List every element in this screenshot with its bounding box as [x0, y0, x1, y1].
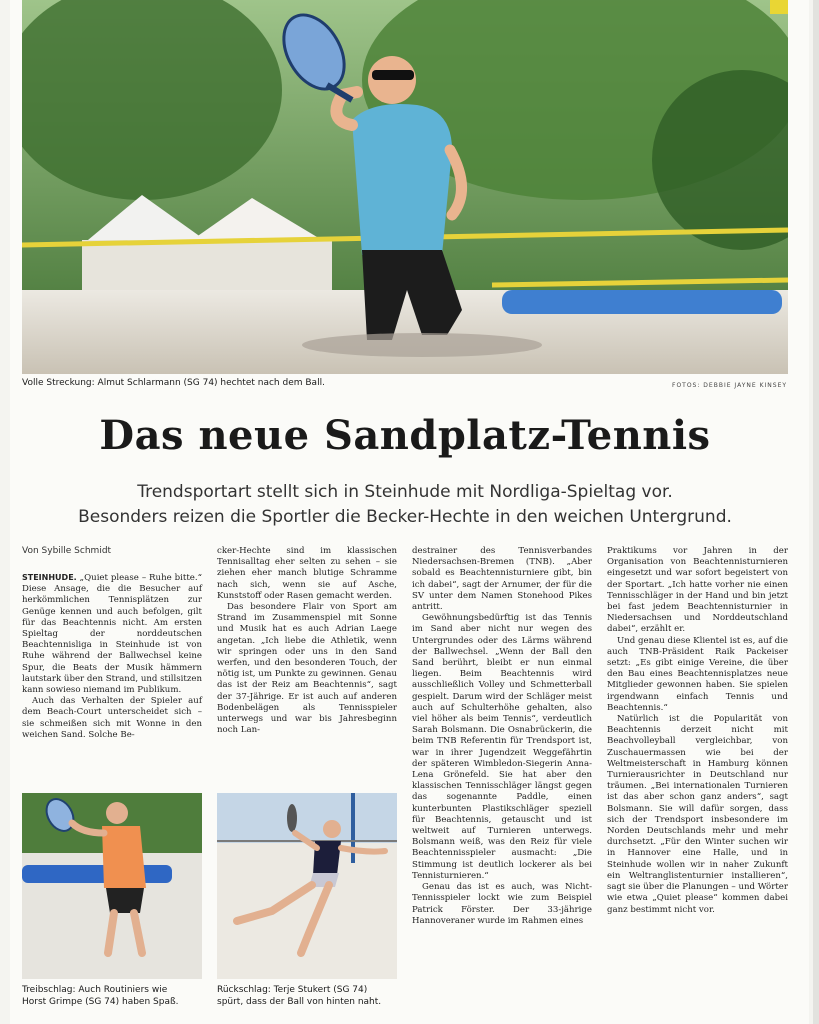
article-column-1: [22, 572, 202, 741]
dateline: STEINHUDE.: [22, 573, 77, 582]
main-photo: [22, 0, 788, 374]
article-paragraph: Das besondere Flair von Sport am Strand im Zusammenspiel mit Sonne und Musik hat es auch Adrian Laege angetan. „Ich liebe die Athletik, wenn wir springen oder uns in den Sand werfen, und den besonderen Touch, der nötig ist, um Punkte zu gewinnen. Genau das ist der Reiz am Beachtennis“, sagt der 37-Jährige. Er ist auch auf anderen Bodenbelägen als Tennisspieler unterwegs und war bis Jahresbeginn noch Lan-: [217, 602, 397, 736]
subheadline-line-1: Trendsportart stellt sich in Steinhude mit Nordliga-Spieltag vor.: [137, 482, 673, 502]
article-column-3: [412, 546, 592, 927]
article-paragraph: Genau das ist es auch, was Nicht-Tennisspieler lockt wie zum Beispiel Patrick Förster. Der 33-jährige Hannoveraner wurde im Rahmen eines: [412, 882, 592, 926]
article-column-4: [607, 546, 788, 916]
article-paragraph: Gewöhnungsbedürftig ist das Tennis im Sand aber nicht nur wegen des Untergrundes oder des Lärms während der Ballwechsel. „Wenn der Ball den Sand berührt, bleibt er nun einmal liegen. Beim Beachtennis wird ausschließlich Volley und Schmetterball gespielt. Darum wird der Schläger meist auch auf Schulterhöhe gehalten, also viel höher als beim Tennis“, verdeutlich Sarah Bolsmann. Die Osnabrückerin, die beim TNB Referentin für Trendsport ist, war in ihrer Jugendzeit Weggefährtin der späteren Wimbledon-Siegerin Anna-Lena Grönefeld. Sie hat aber den klassischen Tennisschläger längst gegen das sogenannte Paddle, einen kunterbunten Plastikschläger speziell für Beachtennis, getauscht und ist weltweit auf Turnieren unterwegs. Bolsmann weiß, was den Reiz für viele Beachtennisspieler ausmacht: „Die Stimmung ist deutlich lockerer als bei Tennisturnieren.“: [412, 613, 592, 881]
article-paragraph: Natürlich ist die Popularität von Beachtennis derzeit nicht mit Beachvolleyball vergleichbar, von Zuschauermassen wie bei der Weltmeisterschaft in Hamburg können Turnierausrichter in Deutschland nur träumen. „Bei internationalen Turnieren ist das aber schon ganz anders“, sagt Bolsmann. Sie will dafür sorgen, dass sich der Trendsport insbesondere im Norden Deutschlands mehr und mehr durchsetzt. „Für den Winter suchen wir in Hannover eine Halle, und in Steinhude wollen wir in naher Zukunft ein Weltranglistenturnier installieren“, sagt sie über die Planungen – und Wörter wie etwa „Quiet please“ kommen dabei ganz bestimmt nicht vor.: [607, 714, 788, 915]
photo-credit: FOTOS: DEBBIE JAYNE KINSEY: [672, 382, 788, 389]
main-photo-caption: Volle Streckung: Almut Schlarmann (SG 74) hechtet nach dem Ball.: [22, 378, 325, 388]
player-backhand-illustration: [217, 793, 397, 979]
byline: Von Sybille Schmidt: [22, 546, 112, 556]
article-paragraph: Praktikums vor Jahren in der Organisation von Beachtennisturnieren eingesetzt und war sofort begeistert von der Sportart. „Ich hatte vorher nie einen Tennisschläger in der Hand und bin jetzt bei fast jedem Beachtennisturnier in Niedersachsen und Norddeutschland dabei“, erzählt er.: [607, 546, 788, 635]
article-paragraph: Auch das Verhalten der Spieler auf dem Beach-Court unterscheidet sich – sie schmeißen sich mit Wonne in den weichen Sand. Solche Be-: [22, 696, 202, 740]
player-forehand-illustration: [22, 793, 202, 979]
photo-treibschlag: [22, 793, 202, 979]
beach-tennis-dive-illustration: [22, 0, 788, 374]
article-paragraph: STEINHUDE. „Quiet please – Ruhe bitte.“ Diese Ansage, die die Besucher auf herkömmlichen Tennisplätzen zur Genüge kennen und auch befolgen, gilt für das Beachtennis nicht. Am ersten Spieltag der norddeutschen Beachtennisliga in Steinhude ist von Ruhe während der Ballwechsel keine Spur, die Beats der Musik hämmern lautstark über den Strand, und stillsitzen kann sowieso niemand im Publikum.: [22, 573, 202, 696]
article-paragraph: Und genau diese Klientel ist es, auf die auch TNB-Präsident Raik Packeiser setzt: „Es gibt einige Vereine, die über den Bau eines Beachtennisplatzes neue Mitglieder gewonnen haben. Sie spielen irgendwann einfach Tennis und Beachtennis.“: [607, 635, 788, 713]
headline: Das neue Sandplatz-Tennis: [99, 412, 711, 459]
photo-rueckschlag: [217, 793, 397, 979]
article-paragraph: cker-Hechte sind im klassischen Tennisalltag eher selten zu sehen – sie ziehen eher manch blutige Schramme nach sich, wenn sie auf Asche, Kunststoff oder Rasen gemacht werden.: [217, 546, 397, 601]
subheadline-line-2: Besonders reizen die Sportler die Becker-Hechte in den weichen Untergrund.: [78, 507, 732, 527]
article-paragraph: destrainer des Tennisverbandes Niedersachsen-Bremen (TNB). „Aber sobald es Beachtennisturniere gibt, bin ich dabei“, sagt der Arnumer, der für die SV unter dem Namen Stonehood Pikes antritt.: [412, 546, 592, 613]
photo-treibschlag-caption: Treibschlag: Auch Routiniers wie Horst Grimpe (SG 74) haben Spaß.: [22, 985, 179, 1007]
photo-rueckschlag-caption: Rückschlag: Terje Stukert (SG 74) spürt, dass der Ball von hinten naht.: [217, 985, 382, 1007]
page-edge: [813, 0, 819, 1024]
article-column-2: [217, 546, 397, 736]
